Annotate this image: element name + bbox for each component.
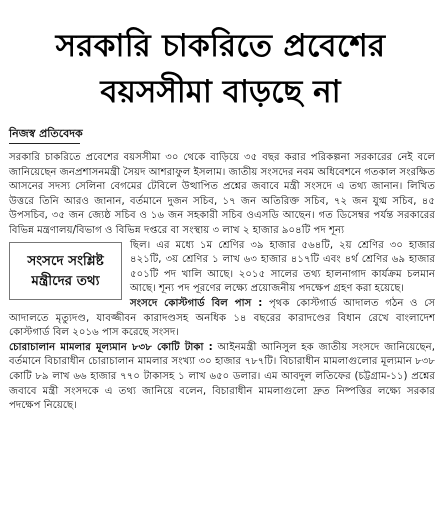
- article-body: [9, 151, 435, 414]
- paragraph-1-continued-text: ছিল। এর মধ্যে ১ম শ্রেণির ৩৯ হাজার ৫৬৪টি, ২য় শ্রেণির ৩০ হাজার ৪২১টি, ৩য় শ্রেণির ১ লাখ ৬৩ হাজার ৪১৭টি এবং ৪র্থ শ্রেণির ৬৯ হাজার ৫০১টি পদ খালি আছে। ২০১৫ সালের তথ্য হালনাগাদ কার্যক্রম চলমান আছে। শূন্য পদ পূরণের লক্ষ্যে প্রয়োজনীয় পদক্ষেপ গ্রহণ করা হয়েছে।: [130, 239, 435, 295]
- byline: নিজস্ব প্রতিবেদক: [9, 127, 83, 140]
- paragraph-3: [9, 341, 435, 414]
- paragraph-1: [9, 151, 435, 239]
- smuggling-subhead: চোরাচালান মামলার মূল্যমান ৮৩৮ কোটি টাকা :: [9, 341, 213, 353]
- paragraph-2: [9, 297, 435, 341]
- coastguard-subhead: সংসদে কোস্টগার্ড বিল পাস :: [130, 297, 263, 309]
- headline-line-1: সরকারি চাকরিতে প্রবেশের: [55, 28, 386, 64]
- paragraph-1-text: সরকারি চাকরিতে প্রবেশের বয়সসীমা ৩০ থেকে বাড়িয়ে ৩৫ বছর করার পরিকল্পনা সরকারের নেই বলে জানিয়েছেন জনপ্রশাসনমন্ত্রী সৈয়দ আশরাফুল ইসলাম। জাতীয় সংসদের নবম অধিবেশনে গতকাল সংরক্ষিত আসনের সদস্য সেলিনা বেগমের টেবিলে উত্থাপিত প্রশ্নের জবাবে মন্ত্রী সংসদে এ তথ্য জানান। লিখিত উত্তরে তিনি আরও জানান, বর্তমানে দুজন সচিব, ১৭ জন অতিরিক্ত সচিব, ৭২ জন যুগ্ম সচিব, ৪৫ উপসচিব, ৩৫ জন জ্যেষ্ঠ সচিব ও ১৬ জন সহকারী সচিব ওএসডি আছেন। গত ডিসেম্বর পর্যন্ত সরকারের বিভিন্ন মন্ত্রণালয়/বিভাগ ও বিভিন্ন দপ্তরে বা সংস্থায় ৩ লাখ ২ হাজার ৯০৪টি পদ শূন্য: [9, 152, 435, 236]
- pull-quote-line-1: সংসদে সংশ্লিষ্ট: [27, 252, 104, 269]
- pull-quote-line-2: মন্ত্রীদের তথ্য: [31, 272, 100, 289]
- byline-underline: [9, 143, 80, 144]
- paragraph-2-text: পৃথক কোস্টগার্ড আদালত গঠন ও সে আদালতে মৃত্যুদণ্ড, যাবজ্জীবন কারাদণ্ডসহ অনধিক ১৪ বছরের কারাদণ্ডের বিধান রেখে বাংলাদেশ কোস্টগার্ড বিল ২০১৬ পাস করেছে সংসদ।: [9, 297, 435, 339]
- paragraph-3-text: আইনমন্ত্রী আনিসুল হক জাতীয় সংসদে জানিয়েছেন, বর্তমানে বিচারাধীন চোরাচালান মামলার সংখ্যা ৩০ হাজার ৭৮৭টি। বিচারাধীন মামলাগুলোর মূল্যমান ৮৩৮ কোটি ৮৯ লাখ ৬৬ হাজার ৭৭০ টাকাসহ ১ লাখ ৬৫০ ডলার। এম আবদুল লতিফের (চট্টগ্রাম-১১) প্রশ্নের জবাবে মন্ত্রী সংসদকে এ তথ্য জানিয়ে বলেন, বিচারাধীন মামলাগুলো দ্রুত নিষ্পত্তির লক্ষ্যে সরকার পদক্ষেপ নিয়েছে।: [9, 341, 435, 412]
- headline-line-2: বয়সসীমা বাড়ছে না: [100, 74, 341, 110]
- pull-quote-box: [9, 242, 122, 300]
